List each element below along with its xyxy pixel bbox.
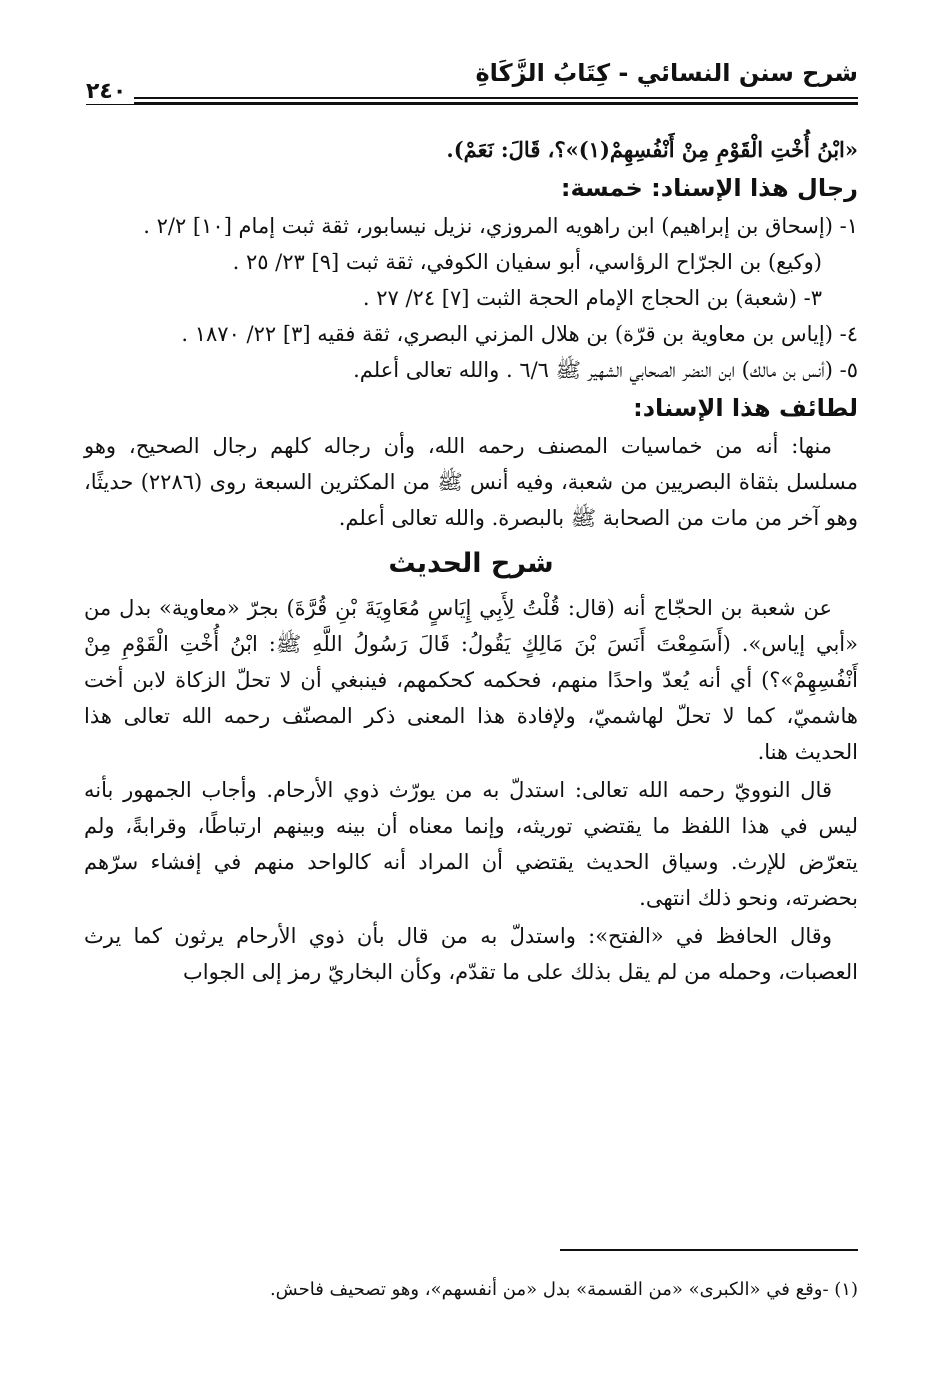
footnote-separator — [560, 1249, 858, 1251]
sharh-paragraph-1: عن شعبة بن الحجّاج أنه (قال: قُلْتُ لِأَبِي إِيَاسٍ مُعَاوِيَةَ بْنِ قُرَّةَ) بجرّ «معاوية» بدل من «أبي إياس». (أَسَمِعْتَ أَنَسَ بْنَ مَالِكٍ يَقُولُ: قَالَ رَسُولُ اللَّهِ ﷺ: ابْنُ أُخْتِ الْقَوْمِ مِنْ أَنْفُسِهِمْ»؟) أي أنه يُعدّ واحدًا منهم، فحكمه كحكمهم، فينبغي أن لا تحلّ الزكاة لابن أخت هاشميّ، كما لا تحلّ لهاشميّ، ولإفادة هذا المعنى ذكر المصنّف رحمه الله تعالى هذا الحديث هنا. — [84, 596, 858, 764]
hadith-ending-line: «ابْنُ أُخْتِ الْقَوْمِ مِنْ أَنْفُسِهِمْ(١)»؟، قَالَ: نَعَمْ). — [446, 137, 858, 162]
narrator-5: ٥- (أنس بن مالك) ابن النضر الصحابي الشهير ﷺ ٦/٦ . والله تعالى أعلم. — [353, 358, 858, 382]
lataif-heading: لطائف هذا الإسناد: — [633, 394, 858, 422]
running-title: شرح سنن النسائي - كِتَابُ الزَّكَاةِ — [475, 59, 858, 87]
narrator-2: (وكيع) بن الجرّاح الرؤاسي، أبو سفيان الكوفي، ثقة ثبت [٩] ٢٣/ ٢٥ . — [232, 250, 822, 274]
main-text — [84, 132, 858, 992]
header-rule-thin — [86, 97, 858, 99]
header-rule-thick — [86, 102, 858, 105]
narrator-4: ٤- (إياس بن معاوية بن قرّة) بن هلال المزني البصري، ثقة فقيه [٣] ٢٢/ ١٨٧٠ . — [181, 322, 858, 346]
lataif-paragraph: منها: أنه من خماسيات المصنف رحمه الله، وأن رجاله كلهم رجال الصحيح، وهو مسلسل بثقاة البصريين من شعبة، وفيه أنس ﷺ من المكثرين السبعة روى (٢٢٨٦) حديثًا، وهو آخر من مات من الصحابة ﷺ بالبصرة. والله تعالى أعلم. — [84, 434, 858, 530]
rijal-heading: رجال هذا الإسناد: خمسة: — [560, 174, 858, 202]
sharh-paragraph-3: وقال الحافظ في «الفتح»: واستدلّ به من قال بأن ذوي الأرحام يرثون كما يرث العصبات، وحمله من لم يقل بذلك على ما تقدّم، وكأن البخاريّ رمز إلى الجواب — [84, 924, 858, 984]
narrator-1: ١- (إسحاق بن إبراهيم) ابن راهويه المروزي، نزيل نيسابور، ثقة ثبت إمام [١٠] ٢/٢ . — [143, 214, 858, 238]
sharh-heading: شرح الحديث — [388, 548, 554, 579]
page-header — [86, 55, 858, 117]
footnote: (١) -وقع في «الكبرى» «من القسمة» بدل «من أنفسهم»، وهو تصحيف فاحش. — [269, 1279, 858, 1300]
page-number: ٢٤٠ — [86, 79, 134, 104]
sharh-paragraph-2: قال النوويّ رحمه الله تعالى: استدلّ به من يورّث ذوي الأرحام. وأجاب الجمهور بأنه ليس في هذا اللفظ ما يقتضي توريثه، وإنما معناه أن بينه وبينهم ارتباطًا، وقرابةً، ولم يتعرّض للإرث. وسياق الحديث يقتضي أن المراد أنه كالواحد منهم في إفشاء سرّهم بحضرته، ونحو ذلك انتهى. — [84, 778, 858, 910]
narrator-3: ٣- (شعبة) بن الحجاج الإمام الحجة الثبت [٧] ٢٤/ ٢٧ . — [362, 286, 822, 310]
